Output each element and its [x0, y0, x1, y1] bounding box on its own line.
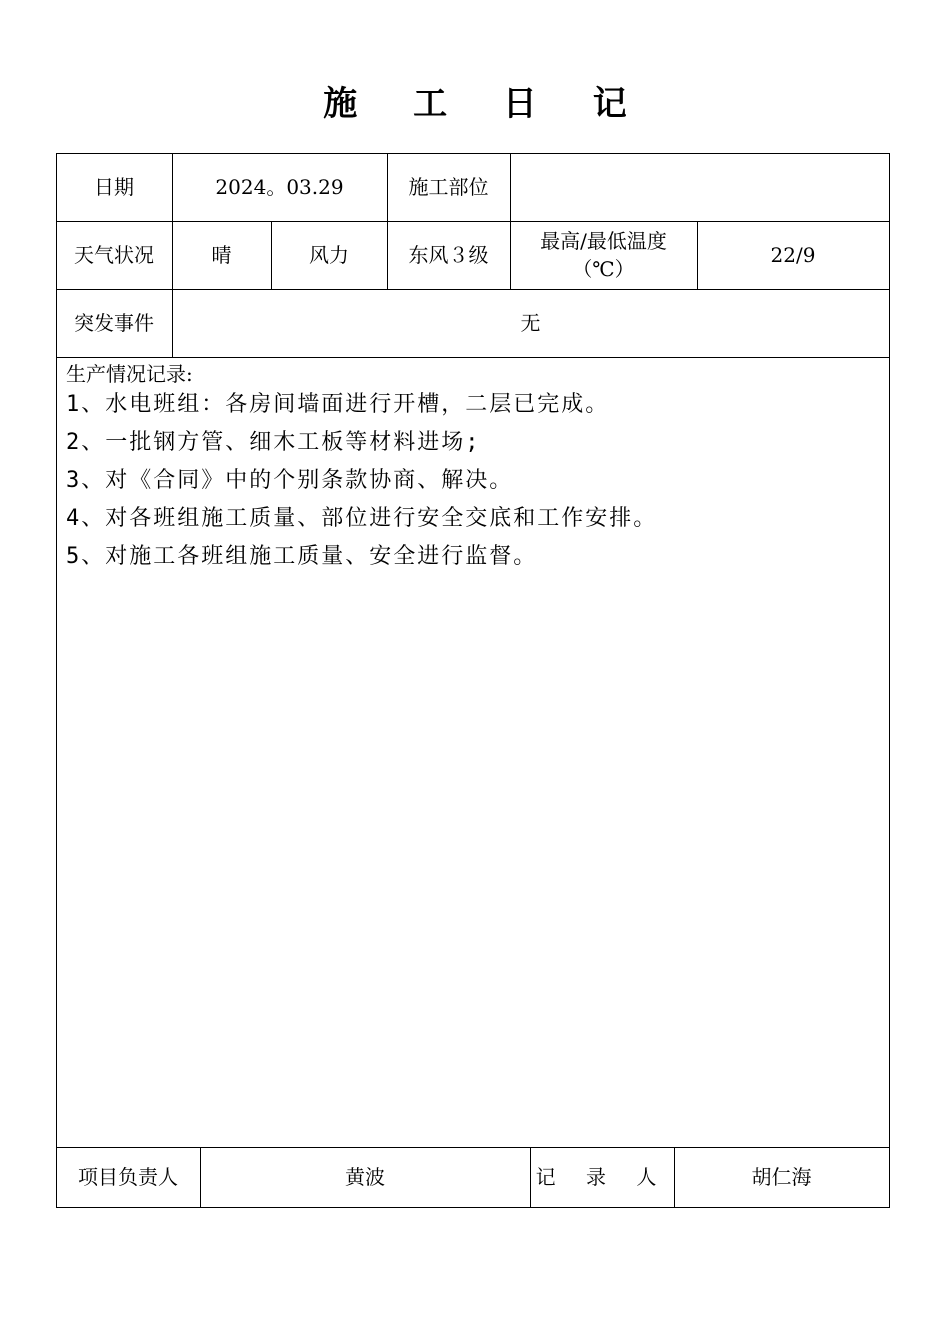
wind-label: 风力: [309, 243, 349, 267]
temperature-label: [510, 221, 697, 289]
date-value: 2024。03.29: [215, 175, 344, 199]
table-border-bottom: [56, 1207, 890, 1208]
production-item-4: 4、对各班组施工质量、部位进行安全交底和工作安排。: [66, 506, 658, 531]
production-record: [66, 362, 886, 576]
location-value: [510, 153, 889, 221]
production-item-1: 1、水电班组：各房间墙面进行开槽，二层已完成。: [66, 392, 610, 417]
incident-value: 无: [520, 311, 541, 335]
weather-value: 晴: [211, 243, 232, 267]
weather-label: 天气状况: [74, 243, 154, 267]
production-item-3: 3、对《合同》中的个别条款协商、解决。: [66, 468, 514, 493]
date-label: 日期: [94, 175, 134, 199]
recorder-label: 记 录 人: [535, 1165, 669, 1189]
incident-label: 突发事件: [74, 311, 154, 335]
table-border-right: [889, 153, 890, 1208]
temperature-label-line1: 最高/最低温度: [540, 229, 667, 253]
location-label: 施工部位: [408, 175, 489, 199]
production-item-5: 5、对施工各班组施工质量、安全进行监督。: [66, 544, 538, 569]
manager-label: 项目负责人: [78, 1165, 178, 1189]
recorder-value: 胡仁海: [751, 1165, 812, 1189]
manager-value: 黄波: [345, 1165, 385, 1189]
page-title: 施 工 日 记: [323, 84, 649, 124]
production-item-2: 2、一批钢方管、细木工板等材料进场;: [66, 430, 481, 455]
production-heading: 生产情况记录:: [66, 362, 193, 386]
temperature-label-line2: （℃）: [572, 257, 635, 281]
row-divider-3: [56, 357, 890, 358]
temperature-value: 22/9: [770, 243, 816, 267]
wind-value: 东风３级: [408, 243, 489, 267]
